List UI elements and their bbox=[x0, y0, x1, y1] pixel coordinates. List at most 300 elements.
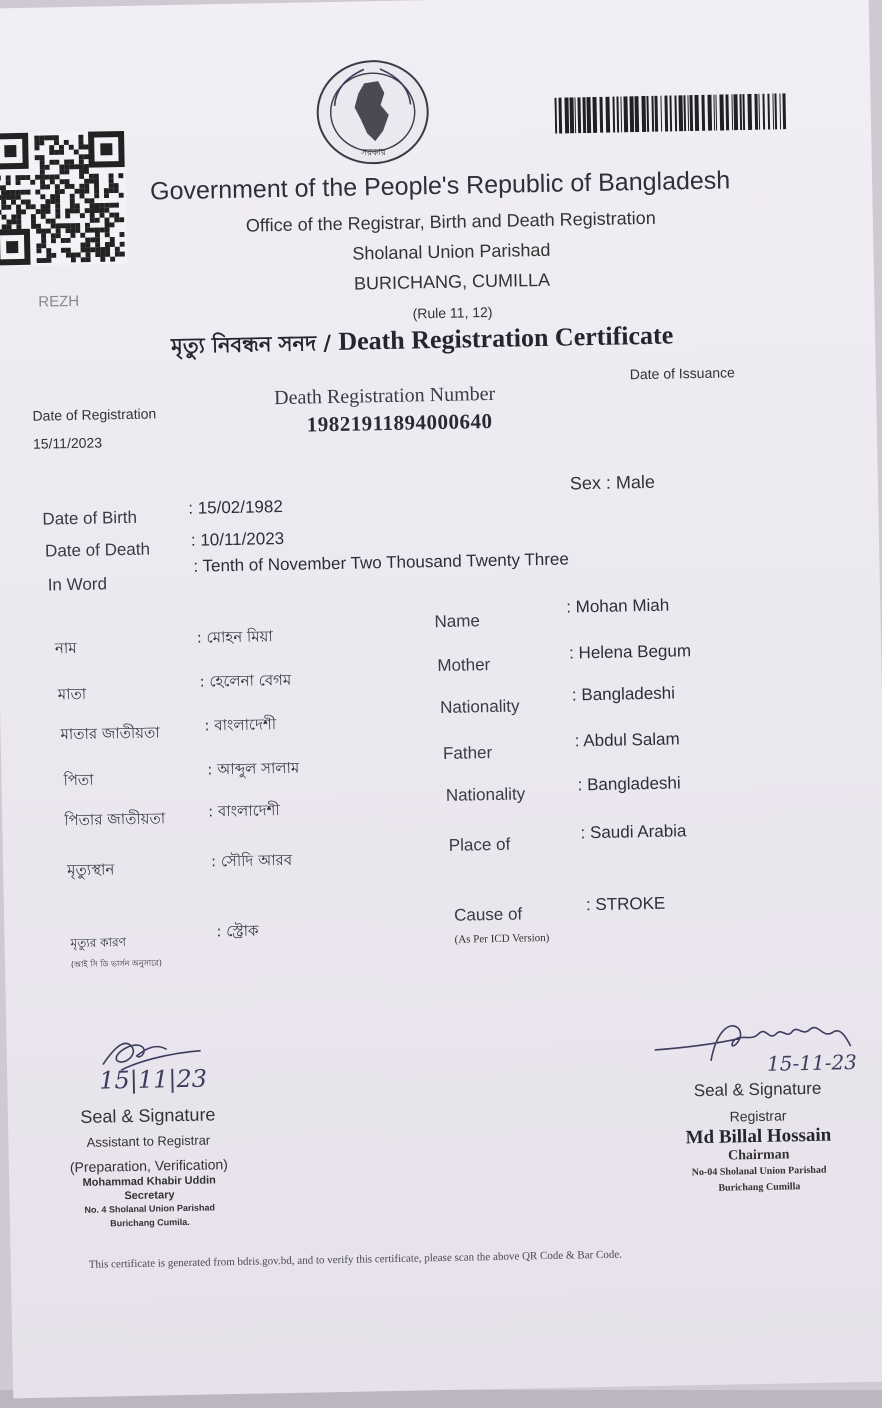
qr-module bbox=[49, 160, 54, 165]
dod-label: Date of Death bbox=[44, 539, 151, 561]
qr-module bbox=[75, 223, 80, 228]
qr-module bbox=[35, 175, 40, 180]
qr-module bbox=[16, 214, 21, 219]
qr-module bbox=[104, 218, 109, 223]
assistant-seal-label: Seal & Signature bbox=[80, 1104, 216, 1127]
qr-module bbox=[66, 248, 71, 253]
qr-module bbox=[51, 223, 56, 228]
barcode-bar bbox=[620, 96, 622, 132]
qr-module bbox=[99, 213, 104, 218]
qr-module bbox=[76, 252, 81, 257]
qr-module bbox=[6, 190, 11, 195]
bn-cause-value: : স্ট্রোক bbox=[216, 921, 259, 941]
barcode-bar bbox=[707, 95, 712, 131]
qr-module bbox=[11, 195, 16, 200]
qr-module bbox=[56, 223, 61, 228]
qr-module bbox=[94, 179, 99, 184]
qr-module bbox=[79, 159, 84, 164]
cause-value: : STROKE bbox=[585, 893, 666, 915]
qr-module bbox=[21, 200, 26, 205]
qr-module bbox=[0, 176, 1, 181]
qr-module bbox=[2, 215, 7, 220]
qr-module bbox=[46, 219, 51, 224]
qr-module bbox=[84, 179, 89, 184]
qr-module bbox=[1, 185, 6, 190]
barcode-bar bbox=[577, 97, 581, 133]
bn-mother-label: মাতা bbox=[57, 684, 87, 704]
father-label: Father bbox=[442, 743, 493, 763]
qr-module bbox=[64, 160, 69, 165]
qr-module bbox=[69, 159, 74, 164]
qr-module bbox=[6, 205, 11, 210]
qr-module bbox=[61, 238, 66, 243]
qr-module bbox=[31, 219, 36, 224]
qr-module bbox=[34, 145, 39, 150]
qr-module bbox=[85, 198, 90, 203]
bn-cause-label: মৃত্যুর কারণ bbox=[70, 935, 127, 951]
bn-father-nationality-label: পিতার জাতীয়তা bbox=[64, 809, 166, 830]
assistant-stamp-title: Secretary bbox=[124, 1189, 175, 1203]
qr-module bbox=[34, 136, 39, 141]
qr-module bbox=[30, 180, 35, 185]
qr-module bbox=[55, 204, 60, 209]
qr-module bbox=[118, 173, 123, 178]
rule-reference: (Rule 11, 12) bbox=[412, 303, 493, 322]
qr-module bbox=[120, 252, 125, 257]
qr-module bbox=[89, 174, 94, 179]
qr-module bbox=[34, 140, 39, 145]
qr-caption: REZH bbox=[38, 292, 80, 311]
qr-module bbox=[120, 242, 125, 247]
qr-module bbox=[80, 233, 85, 238]
barcode-bar bbox=[774, 93, 777, 129]
office-title: Office of the Registrar, Birth and Death Registration bbox=[245, 207, 656, 236]
registrar-role: Registrar bbox=[729, 1107, 787, 1125]
qr-module bbox=[78, 135, 83, 140]
qr-module bbox=[94, 193, 99, 198]
qr-module bbox=[55, 174, 60, 179]
qr-module bbox=[40, 184, 45, 189]
qr-module bbox=[100, 257, 105, 262]
barcode-bar bbox=[731, 94, 733, 130]
barcode-bar bbox=[779, 93, 781, 129]
qr-module bbox=[95, 247, 100, 252]
svg-text:সরকার: সরকার bbox=[361, 147, 386, 159]
qr-module bbox=[41, 204, 46, 209]
qr-module bbox=[85, 228, 90, 233]
qr-module bbox=[110, 237, 115, 242]
qr-module bbox=[94, 188, 99, 193]
qr-module bbox=[109, 213, 114, 218]
qr-module bbox=[65, 184, 70, 189]
registration-date-label: Date of Registration bbox=[32, 405, 157, 424]
qr-module bbox=[16, 224, 21, 229]
qr-module bbox=[80, 213, 85, 218]
barcode-bar bbox=[634, 96, 639, 132]
qr-module bbox=[90, 247, 95, 252]
qr-module bbox=[95, 228, 100, 233]
qr-module bbox=[90, 208, 95, 213]
qr-code-icon[interactable] bbox=[0, 130, 128, 267]
qr-module bbox=[75, 208, 80, 213]
barcode-bar bbox=[641, 96, 646, 132]
qr-module bbox=[65, 179, 70, 184]
assistant-stamp-name: Mohammad Khabir Uddin bbox=[82, 1174, 216, 1189]
qr-module bbox=[90, 218, 95, 223]
bn-father-value: : আব্দুল সালাম bbox=[207, 758, 300, 779]
dob-label: Date of Birth bbox=[42, 507, 138, 529]
qr-module bbox=[51, 253, 56, 258]
barcode-bar bbox=[739, 94, 742, 130]
qr-module bbox=[55, 194, 60, 199]
barcode-bar bbox=[683, 95, 686, 131]
qr-module bbox=[54, 160, 59, 165]
issuance-date-label: Date of Issuance bbox=[629, 364, 735, 383]
bn-father-label: পিতা bbox=[63, 770, 94, 790]
barcode-bar bbox=[767, 94, 770, 130]
qr-module bbox=[11, 190, 16, 195]
barcode-bar bbox=[569, 97, 574, 133]
barcode-bar bbox=[694, 95, 699, 131]
qr-module bbox=[1, 200, 6, 205]
qr-module bbox=[79, 189, 84, 194]
qr-module bbox=[84, 169, 89, 174]
qr-module bbox=[16, 209, 21, 214]
qr-module bbox=[105, 232, 110, 237]
qr-module bbox=[70, 194, 75, 199]
qr-module bbox=[56, 228, 61, 233]
qr-module bbox=[54, 140, 59, 145]
qr-module bbox=[84, 189, 89, 194]
qr-module bbox=[46, 253, 51, 258]
qr-module bbox=[105, 242, 110, 247]
qr-module bbox=[75, 203, 80, 208]
qr-module bbox=[85, 238, 90, 243]
registrar-date-handwritten: 15-11-23 bbox=[766, 1050, 858, 1076]
qr-module bbox=[79, 169, 84, 174]
qr-module bbox=[90, 237, 95, 242]
qr-module bbox=[51, 219, 56, 224]
mother-nationality-label: Nationality bbox=[439, 696, 520, 717]
barcode-bar bbox=[733, 94, 738, 130]
qr-module bbox=[45, 175, 50, 180]
qr-module bbox=[119, 217, 124, 222]
registrar-stamp-org: No-04 Sholanal Union Parishad bbox=[691, 1164, 827, 1179]
qr-module bbox=[114, 217, 119, 222]
qr-module bbox=[70, 199, 75, 204]
qr-module bbox=[94, 183, 99, 188]
barcode-bar bbox=[616, 96, 619, 132]
qr-module bbox=[41, 229, 46, 234]
qr-module bbox=[70, 208, 75, 213]
qr-module bbox=[65, 228, 70, 233]
qr-module bbox=[84, 164, 89, 169]
registrar-seal-label: Seal & Signature bbox=[693, 1078, 822, 1101]
qr-module bbox=[36, 224, 41, 229]
qr-module bbox=[21, 190, 26, 195]
qr-module bbox=[70, 223, 75, 228]
qr-module bbox=[75, 189, 80, 194]
qr-module bbox=[109, 178, 114, 183]
bn-name-label: নাম bbox=[54, 638, 77, 658]
qr-module bbox=[110, 242, 115, 247]
qr-module bbox=[109, 183, 114, 188]
qr-module bbox=[41, 243, 46, 248]
barcode-bar bbox=[592, 97, 597, 133]
qr-module bbox=[36, 209, 41, 214]
qr-module bbox=[104, 188, 109, 193]
qr-module bbox=[104, 203, 109, 208]
qr-module bbox=[85, 208, 90, 213]
barcode-bar bbox=[574, 97, 576, 133]
qr-module bbox=[64, 140, 69, 145]
barcode-bar bbox=[554, 98, 557, 134]
qr-module bbox=[110, 257, 115, 262]
registration-date-value: 15/11/2023 bbox=[32, 434, 103, 452]
bn-father-nationality-value: : বাংলাদেশী bbox=[207, 801, 280, 821]
qr-module bbox=[70, 184, 75, 189]
qr-module bbox=[65, 223, 70, 228]
qr-module bbox=[16, 190, 21, 195]
qr-module bbox=[54, 150, 59, 155]
qr-module bbox=[104, 193, 109, 198]
barcode-bar bbox=[623, 96, 628, 132]
qr-module bbox=[31, 204, 36, 209]
qr-module bbox=[6, 180, 11, 185]
qr-module bbox=[119, 232, 124, 237]
barcode-bar bbox=[660, 96, 662, 132]
qr-module bbox=[80, 243, 85, 248]
qr-module bbox=[25, 175, 30, 180]
qr-module bbox=[0, 195, 1, 200]
qr-module bbox=[6, 195, 11, 200]
qr-module bbox=[15, 175, 20, 180]
barcode-bar bbox=[782, 93, 786, 129]
qr-module bbox=[65, 209, 70, 214]
qr-module bbox=[64, 164, 69, 169]
dob-value: : 15/02/1982 bbox=[188, 496, 283, 518]
qr-module bbox=[26, 204, 31, 209]
name-label: Name bbox=[434, 611, 481, 632]
qr-module bbox=[109, 188, 114, 193]
qr-module bbox=[1, 190, 6, 195]
icd-note: (As Per ICD Version) bbox=[454, 931, 550, 946]
qr-module bbox=[1, 205, 6, 210]
assistant-role-detail: (Preparation, Verification) bbox=[69, 1156, 229, 1176]
assistant-role: Assistant to Registrar bbox=[86, 1132, 211, 1150]
barcode-bar bbox=[719, 94, 724, 130]
qr-module bbox=[16, 180, 21, 185]
barcode-bar bbox=[582, 97, 586, 133]
qr-module bbox=[109, 203, 114, 208]
father-value: : Abdul Salam bbox=[574, 729, 680, 751]
qr-module bbox=[79, 174, 84, 179]
barcode-bar bbox=[558, 98, 562, 134]
qr-module bbox=[26, 190, 31, 195]
qr-module bbox=[95, 252, 100, 257]
barcode-bar bbox=[669, 95, 672, 131]
qr-module bbox=[64, 169, 69, 174]
barcode-icon[interactable] bbox=[554, 93, 791, 134]
qr-module bbox=[95, 237, 100, 242]
qr-module bbox=[31, 214, 36, 219]
mother-label: Mother bbox=[437, 655, 491, 676]
qr-module bbox=[69, 145, 74, 150]
qr-module bbox=[60, 179, 65, 184]
qr-module bbox=[74, 164, 79, 169]
registrar-stamp-place: Burichang Cumilla bbox=[718, 1181, 801, 1194]
qr-module bbox=[46, 228, 51, 233]
qr-module bbox=[7, 224, 12, 229]
qr-module bbox=[115, 252, 120, 257]
qr-module bbox=[49, 150, 54, 155]
qr-module bbox=[105, 222, 110, 227]
qr-module bbox=[46, 248, 51, 253]
qr-module bbox=[100, 252, 105, 257]
qr-module bbox=[40, 155, 45, 160]
qr-module bbox=[105, 252, 110, 257]
certificate-title bbox=[171, 319, 674, 365]
qr-module bbox=[114, 188, 119, 193]
qr-module bbox=[90, 213, 95, 218]
bn-place-value: : সৌদি আরব bbox=[210, 850, 293, 871]
qr-module bbox=[85, 247, 90, 252]
qr-module bbox=[2, 224, 7, 229]
qr-module bbox=[66, 238, 71, 243]
assistant-date-handwritten: 15|11|23 bbox=[98, 1064, 208, 1095]
bn-mother-nationality-value: : বাংলাদেশী bbox=[204, 715, 277, 735]
father-nationality-value: : Bangladeshi bbox=[577, 773, 681, 795]
qr-module bbox=[36, 229, 41, 234]
barcode-bar bbox=[715, 95, 717, 131]
qr-module bbox=[85, 242, 90, 247]
bn-place-label: মৃত্যুস্থান bbox=[67, 860, 115, 880]
qr-module bbox=[50, 199, 55, 204]
qr-module bbox=[49, 145, 54, 150]
qr-module bbox=[16, 205, 21, 210]
qr-module bbox=[11, 219, 16, 224]
qr-module bbox=[94, 174, 99, 179]
qr-module bbox=[31, 224, 36, 229]
sex-field: Sex : Male bbox=[569, 471, 656, 494]
qr-module bbox=[11, 214, 16, 219]
qr-module bbox=[59, 165, 64, 170]
qr-module bbox=[50, 194, 55, 199]
qr-module bbox=[89, 203, 94, 208]
qr-module bbox=[99, 208, 104, 213]
registrar-stamp-title: Chairman bbox=[727, 1147, 790, 1164]
qr-module bbox=[71, 253, 76, 258]
qr-module bbox=[79, 145, 84, 150]
place-value: : Saudi Arabia bbox=[580, 821, 687, 843]
inword-label: In Word bbox=[47, 574, 108, 595]
qr-module bbox=[26, 199, 31, 204]
qr-module bbox=[104, 208, 109, 213]
qr-module bbox=[40, 160, 45, 165]
name-value: : Mohan Miah bbox=[566, 595, 670, 617]
qr-module bbox=[99, 203, 104, 208]
qr-module bbox=[94, 203, 99, 208]
qr-module bbox=[69, 164, 74, 169]
barcode-bar bbox=[629, 96, 634, 132]
certificate-title-english: Death Registration Certificate bbox=[338, 320, 674, 356]
qr-module bbox=[36, 243, 41, 248]
qr-module bbox=[1, 195, 6, 200]
union-name: Sholanal Union Parishad bbox=[352, 239, 551, 264]
qr-module bbox=[40, 175, 45, 180]
qr-module bbox=[84, 154, 89, 159]
qr-module bbox=[41, 238, 46, 243]
qr-module bbox=[86, 252, 91, 257]
qr-module bbox=[55, 199, 60, 204]
qr-module bbox=[105, 247, 110, 252]
qr-module bbox=[0, 210, 2, 215]
qr-module bbox=[59, 150, 64, 155]
mother-value: : Helena Begum bbox=[568, 641, 692, 663]
qr-module bbox=[65, 213, 70, 218]
qr-module bbox=[89, 179, 94, 184]
qr-module bbox=[81, 247, 86, 252]
qr-module bbox=[119, 193, 124, 198]
qr-module bbox=[80, 194, 85, 199]
qr-module bbox=[100, 227, 105, 232]
qr-module bbox=[51, 238, 56, 243]
barcode-bar bbox=[612, 97, 615, 133]
barcode-bar bbox=[762, 94, 765, 130]
barcode-bar bbox=[742, 94, 745, 130]
qr-module bbox=[70, 204, 75, 209]
qr-module bbox=[50, 175, 55, 180]
bn-name-value: : মোহন মিয়া bbox=[196, 627, 273, 647]
qr-module bbox=[46, 258, 51, 263]
barcode-bar bbox=[599, 97, 603, 133]
cause-label: Cause of bbox=[453, 904, 523, 925]
barcode-bar bbox=[564, 97, 569, 133]
qr-module bbox=[40, 170, 45, 175]
qr-module bbox=[37, 258, 42, 263]
assistant-stamp-place: Burichang Cumila. bbox=[110, 1216, 190, 1229]
qr-module bbox=[55, 214, 60, 219]
inword-value: : Tenth of November Two Thousand Twenty Three bbox=[193, 549, 569, 576]
qr-module bbox=[60, 189, 65, 194]
mother-nationality-value: : Bangladeshi bbox=[571, 683, 676, 705]
qr-module bbox=[59, 145, 64, 150]
qr-module bbox=[95, 218, 100, 223]
qr-module bbox=[40, 165, 45, 170]
qr-module bbox=[95, 232, 100, 237]
qr-module bbox=[109, 222, 114, 227]
qr-module bbox=[74, 150, 79, 155]
barcode-bar bbox=[754, 94, 758, 130]
qr-module bbox=[81, 257, 86, 262]
qr-module bbox=[45, 199, 50, 204]
qr-module bbox=[21, 209, 26, 214]
qr-module bbox=[78, 140, 83, 145]
qr-module bbox=[59, 169, 64, 174]
qr-module bbox=[41, 209, 46, 214]
qr-module bbox=[75, 228, 80, 233]
qr-module bbox=[95, 242, 100, 247]
father-nationality-label: Nationality bbox=[445, 784, 526, 805]
bn-mother-nationality-label: মাতার জাতীয়তা bbox=[60, 723, 160, 744]
barcode-bar bbox=[713, 95, 715, 131]
location: BURICHANG, CUMILLA bbox=[353, 269, 551, 294]
barcode-bar bbox=[725, 94, 729, 130]
dod-value: : 10/11/2023 bbox=[190, 528, 285, 550]
registration-number-value: 19821911894000640 bbox=[306, 408, 493, 437]
qr-module bbox=[6, 219, 11, 224]
qr-module bbox=[114, 203, 119, 208]
